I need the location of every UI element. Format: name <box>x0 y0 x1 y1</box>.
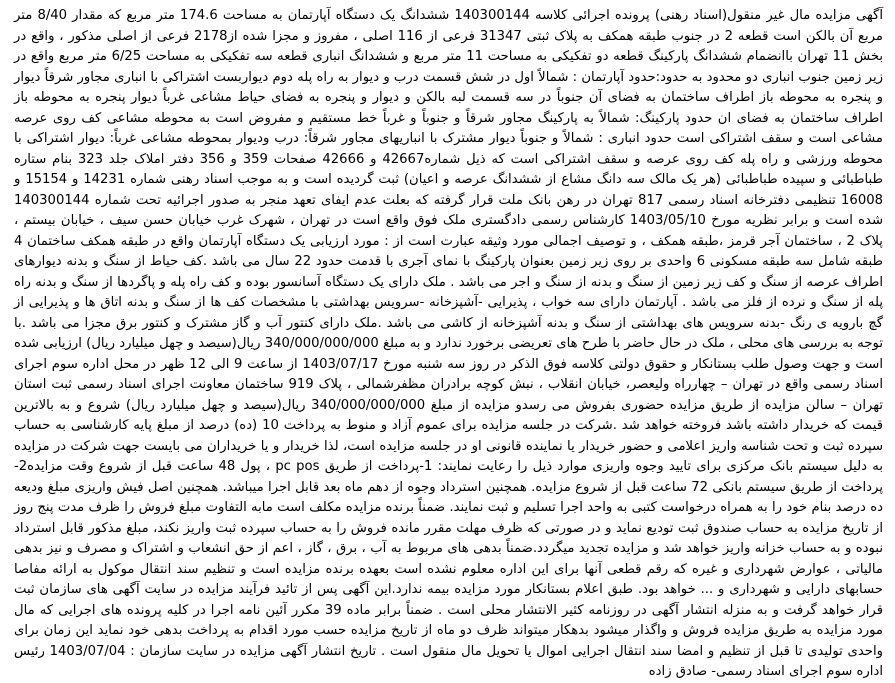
auction-notice-text: آگهی مزایده مال غیر منقول(اسناد رهنی) پرونده اجرائی کلاسه 140300144 ششدانگ یک دستگاه آپارتمان به مساحت 174.6 متر مربع که مقدار 8/40 متر مربع آن بالکن است قطعه 2 در جنوب طبقه همکف به پلاک ثبتی 31347 فرعی از 116 اصلی ، مفروز و مجزا شده از2178 فرعی از اصلی مذکور ، واقع در بخش 11 تهران باانضمام ششدانگ پارکینگ قطعه دو تفکیکی به مساحت 11 متر مربع و ششدانگ انباری قطعه سه تفکیکی به مساحت 6/25 متر مربع واقع در زیر زمین جنوب انباری دو محدود به حدود:حدود آپارتمان : شمالاً اول در شش قسمت درب و دیوار به راه پله دوم دیواربست اشتراکی با انباری مجاور شرقاً دیوار و پنجره به محوطه باز اطراف ساختمان به فضای آن جنوباً در سه قسمت لبه بالکن و دیوار و پنجره به فضای حیاط مشاعی غرباً دیوار پنجره به محوطه باز اطراف ساختمان به فضای ان حدود پارکینگ: شمالاً به پارکینگ مجاور شرقاً و جنوباً و غرباً خط مستقیم و مفروض است به محوطه مشاعی کف روی عرصه مشاعی است و سقف اشتراکی است حدود انباری : شمالاً و جنوباً دیوار مشترک با انباریهای مجاور شرقاً: درب ودیوار بمحوطه مشاعی غرباً: دیوار اشتراکی با محوطه ورزشی و راه پله کف روی عرصه و سقف اشتراکی است که ذیل شماره42667 و 42666 صفحات 359 و 356 دفتر املاک جلد 323 بنام ستاره طباطبائی و سپیده طباطبائی (هر یک مالک سه دانگ مشاع از ششدانگ عرصه و اعیان) ثبت گردیده است و به موجب اسناد رهنی شماره 14231 و 15154 و 16008 تنظیمی دفترخانه اسناد رسمی 817 تهران در رهن بانک ملت قرار گرفته که بعلت عدم ایفای تعهد منجر به صدور اجرائیه تحت شماره 140300144 شده است و برابر نظریه مورخ 1403/05/10 کارشناس رسمی دادگستری ملک فوق واقع است در تهران ، شهرک غرب خیابان حسن سیف ، خیابان بیستم ، پلاک 2 ، ساختمان آجر قرمز ،طبقه همکف ، و توصیف اجمالی مورد وثیقه عبارت است از : مورد ارزیابی یک دستگاه آپارتمان واقع در طبقه همکف ساختمان 4 طبقه شامل سه طبقه مسکونی 6 واحدی بر روی زیر زمین بعنوان پارکینگ با نمای آجری با قدمت حدود 22 سال می باشد .کف حیاط از سنگ و بدنه دیوارهای اطراف عرصه از سنگ و کف زیر زمین از سنگ و بدنه از سنگ و اجر می باشد . ملک دارای یک دستگاه آسانسور بوده و کف راه پله و پاگردها از سنگ و بدنه راه پله از سنگ و نرده از فلز می باشد . آپارتمان دارای سه خواب ، پذیرایی -آشپزخانه -سرویس بهداشتی با مشخصات کف ها از سنگ و بدنه اتاق ها و پذیرایی از گچ بارویه ی رنگ -بدنه سرویس های بهداشتی از سنگ و بدنه آشپزخانه از کاشی می باشد .ملک دارای کنتور آب و گاز مشترک و کنتور برق مجزا می باشد .با توجه به بررسی های محلی ، ملک در حال حاضر با طرح های تعریضی برخورد ندارد و به مبلغ 340/000/000/000 ریال(سیصد و چهل میلیارد ریال) ارزیابی شده است و جهت وصول طلب بستانکار و حقوق دولتی کلاسه فوق الذکر در روز سه شنبه مورخ 1403/07/17 از ساعت 9 الی 12 ظهر در محل اداره سوم اجرای اسناد رسمی واقع در تهران – چهارراه ولیعصر، خیابان انقلاب ، نبش کوچه برادران مظفرشمالی ، پلاک 919 ساختمان معاونت اجرای اسناد رسمی ثبت استان تهران – سالن مزایده از طریق مزایده حضوری بفروش می رسدو مزایده از مبلغ 340/000/000/000 ریال(سیصد و چهل میلیارد ریال) شروع و به بالاترین قیمت که خریدار داشته باشد فروخته خواهد شد .شرکت در جلسه مزایده برای عموم آزاد و منوط به پرداخت 10 (ده) درصد از مبلغ پایه کارشناسی به حساب سپرده ثبت و تحت شناسه واریز اعلامی و حضور خریدار یا نماینده قانونی او در جلسه مزایده است، لذا خریدار و یا خریداران می بایست جهت شرکت در مزایده به دلیل سیستم بانک مرکزی برای تایید وجوه واریزی موارد ذیل را رعایت نمایند: 1-پرداخت از طریق pc pos ، پول 48 ساعت قبل از شروع وقت مزایده2- پرداخت از طریق سیستم بانکی 72 ساعت قبل از شروع مزایده. همچنین استرداد وجوه از دهم ماه بعد قابل اجرا میباشد. همچنین اصل فیش واریزی مبلغ ودیعه ده درصد بنام خود را به همراه درخواست کتبی به واحد اجرا تسلیم و ثبت نمایند. ضمناً برنده مزایده مکلف است مابه التفاوت مبلغ فروش را ظرف مدت پنج روز از تاریخ مزایده به حساب صندوق ثبت تودیع نماید و در صورتی که ظرف مهلت مقرر مانده فروش را به حساب سپرده ثبت واریز نکند، مبلغ مذکور قابل استرداد نبوده و به حساب خزانه واریز خواهد شد و مزایده تجدید میگردد.ضمناً بدهی های مربوط به آب ، برق ، گاز ، اعم از حق انشعاب و اشتراک و مصرف و نیز بدهی مالیاتی ، عوارض شهرداری و غیره که رقم قطعی آنها برای این اداره معلوم نشده است بعهده برنده مزایده است و تنظیم سند انتقال موکول به ارائه مفاصا حسابهای دارایی و شهرداری و ... خواهد بود. طبق اعلام بستانکار مورد مزایده بیمه ندارد.این آگهی پس از تائید فرآیند مزایده در سایت آگهی های سازمان ثبت قرار خواهد گرفت و به منزله انتشار آگهی در روزنامه کثیر الانتشار محلی است . ضمناً برابر ماده 39 مکرر آئین نامه اجرا در کلیه پرونده های اجرایی که مال مورد مزایده به طریق مزایده فروش و واگذار میشود بدهکار میتواند ظرف دو ماه از تاریخ مزایده حسب مورد اقدام به پرداخت بدهی خود نماید این زمان برای واحدی تولیدی تا قبل از تنظیم و امضا سند انتقال اجرایی اموال یا تحویل مال منقول است . تاریخ انتشار آگهی مزایده در سایت سازمان : 1403/07/04 رئیس اداره سوم اجرای اسناد رسمی- صادق زاده <box>14 8 884 679</box>
